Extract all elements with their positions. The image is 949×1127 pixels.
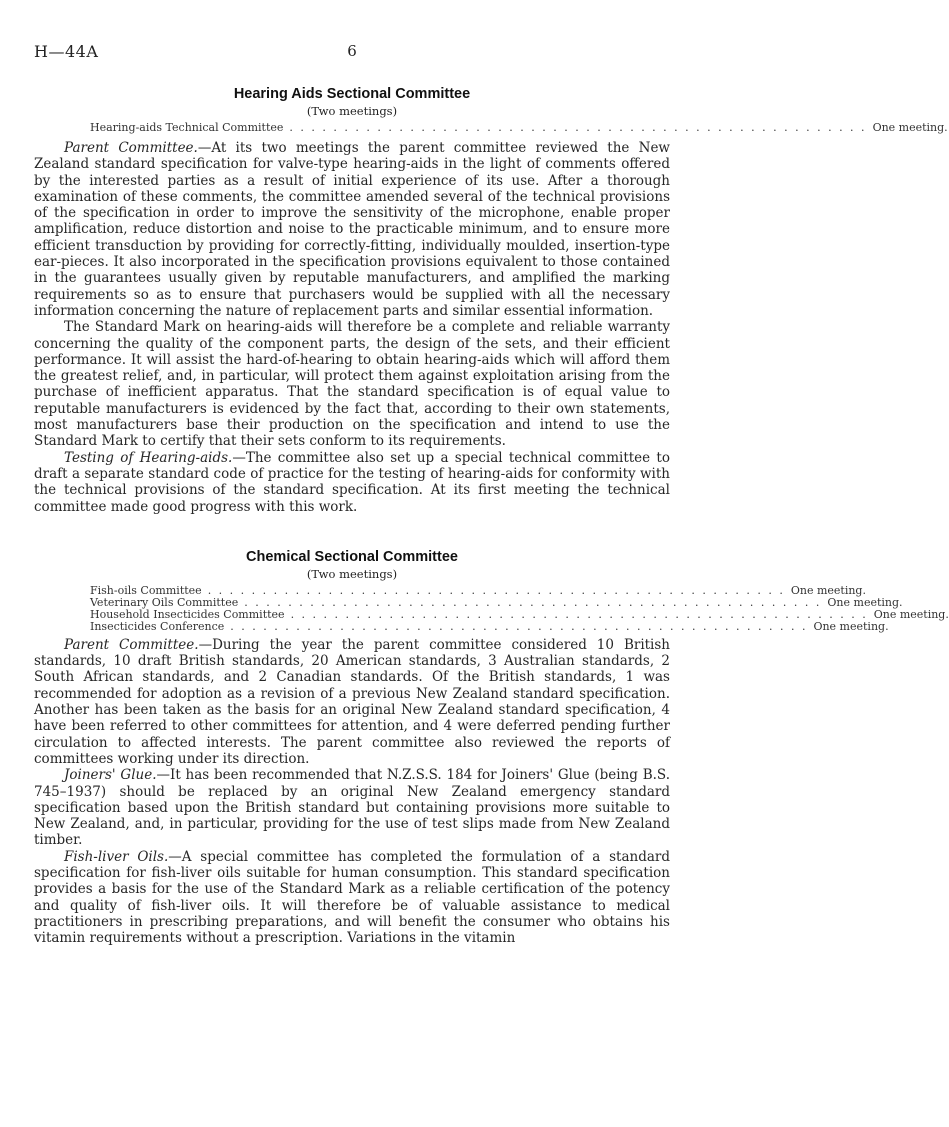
section-title: Chemical Sectional Committee: [246, 548, 458, 565]
paragraph-body: —A special committee has completed the formulation of a standard specification for fish-liver oils suitable for human consumption. This standard specification provides a basis for the use of the Standard Mark as a reliable certification of the potency and quality of fish-liver oils. It will therefore be of valuable assistance to medical practitioners in prescribing preparations, and will benefit the consumer who obtains his vitamin requirements without a prescription. Variations in the vitamin: [34, 848, 670, 947]
meeting-count: One meeting.: [790, 583, 866, 597]
paragraph: [34, 450, 670, 515]
paragraph-body: —During the year the parent committee considered 10 British standards, 10 draft British standards, 20 American standards, 3 Australian standards, 2 South African standards, and 2 Canadian standards. Of the British standards, 1 was recommended for adoption as a revision of a previous New Zealand standard specification. Another has been taken as the basis for an original New Zealand standard specification, 4 have been referred to other committees for attention, and 4 were deferred pending further circulation to affected interests. The parent committee also reviewed the reports of committees working under its direction.: [34, 636, 670, 767]
meeting-count: One meeting.: [872, 121, 948, 134]
paragraph: [34, 140, 670, 319]
paragraph-body: —The committee also set up a special technical committee to draft a separate standard code of practice for the testing of hearing-aids for conformity with the technical provisions of the standard specification. At its first meeting the technical committee made good progress with this work.: [34, 449, 670, 515]
paragraph-body: —It has been recommended that N.Z.S.S. 184 for Joiners' Glue (being B.S. 745–1937) should be replaced by an original New Zealand emergency standard specification based upon the British standard but containing provisions more suitable to New Zealand, and, in particular, providing for the use of test slips made from New Zealand timber.: [34, 767, 670, 849]
meetings-table: [34, 121, 948, 134]
meeting-row: [90, 619, 889, 633]
paragraph-heading: Parent Committee.: [64, 140, 198, 156]
paragraph: [34, 637, 670, 767]
meeting-committee: Insecticides Conference: [90, 619, 225, 633]
paragraph: [34, 767, 670, 848]
paragraph-heading: Parent Committee.: [64, 636, 199, 653]
meetings-count: (Two meetings): [306, 104, 398, 118]
meeting-count: One meeting.: [827, 595, 903, 609]
page-header: [34, 42, 670, 72]
meeting-committee: Veterinary Oils Committee: [90, 595, 239, 609]
paragraph: [34, 849, 670, 947]
meetings-table: [34, 583, 949, 633]
paragraph: The Standard Mark on hearing-aids will therefore be a complete and reliable warranty concerning the quality of the component parts, the design of the sets, and their efficient performance. It will assist the hard-of-hearing to obtain hearing-aids which will afford them the greatest relief, and, in particular, will protect them against exploitation arising from the purchase of inefficient apparatus. That the standard specification is of equal value to reputable manufacturers is evidenced by the fact that, according to their own statements, most manufacturers base their production on the specification and intend to use the Standard Mark to certify that their sets conform to its requirements.: [34, 319, 670, 450]
leader-dots: . . . . . . . . . . . . . . . . . . . . . . . . . . . . . . . . . . . . . . . . . . . . . . . . . . . . .: [230, 619, 808, 633]
chemical-section: [34, 548, 949, 947]
leader-dots: . . . . . . . . . . . . . . . . . . . . . . . . . . . . . . . . . . . . . . . . . . . . . . . . . . . . .: [289, 121, 867, 134]
meetings-count: (Two meetings): [306, 566, 398, 581]
leader-dots: . . . . . . . . . . . . . . . . . . . . . . . . . . . . . . . . . . . . . . . . . . . . . . . . . . . . .: [290, 607, 868, 621]
meeting-count: One meeting.: [873, 607, 949, 621]
paragraph-heading: Joiners' Glue.: [64, 767, 157, 784]
hearing-aids-section: [34, 86, 948, 515]
leader-dots: . . . . . . . . . . . . . . . . . . . . . . . . . . . . . . . . . . . . . . . . . . . . . . . . . . . . .: [244, 595, 822, 609]
document-reference: H—44A: [34, 42, 99, 61]
paragraph-heading: Testing of Hearing-aids.: [64, 449, 233, 466]
paragraph-body: —At its two meetings the parent committee reviewed the New Zealand standard specification for valve-type hearing-aids in the light of comments offered by the interested parties as a result of initial experience of its use. After a thorough examination of these comments, the committee amended several of the technical provisions of the specification in order to improve the sensitivity of the microphone, enable proper amplification, reduce distortion and noise to the practicable minimum, and to ensure more efficient transduction by providing for correctly-fitting, individually moulded, insertion-type ear-pieces. It also incorporated in the specification provisions equivalent to those contained in the guarantees usually given by reputable manufacturers, and amplified the marking requirements so as to ensure that purchasers would be supplied with all the necessary information concerning the nature of replacement parts and similar essential information.: [34, 140, 670, 319]
meeting-count: One meeting.: [813, 619, 889, 633]
meeting-committee: Hearing-aids Technical Committee: [90, 121, 284, 134]
meeting-committee: Household Insecticides Committee: [90, 607, 285, 621]
meeting-committee: Fish-oils Committee: [90, 583, 202, 597]
leader-dots: . . . . . . . . . . . . . . . . . . . . . . . . . . . . . . . . . . . . . . . . . . . . . . . . . . . . .: [207, 583, 785, 597]
meeting-row: [90, 121, 948, 134]
paragraph-heading: Fish-liver Oils.: [64, 848, 169, 865]
section-title: Hearing Aids Sectional Committee: [233, 86, 471, 102]
page-number: 6: [347, 42, 357, 60]
